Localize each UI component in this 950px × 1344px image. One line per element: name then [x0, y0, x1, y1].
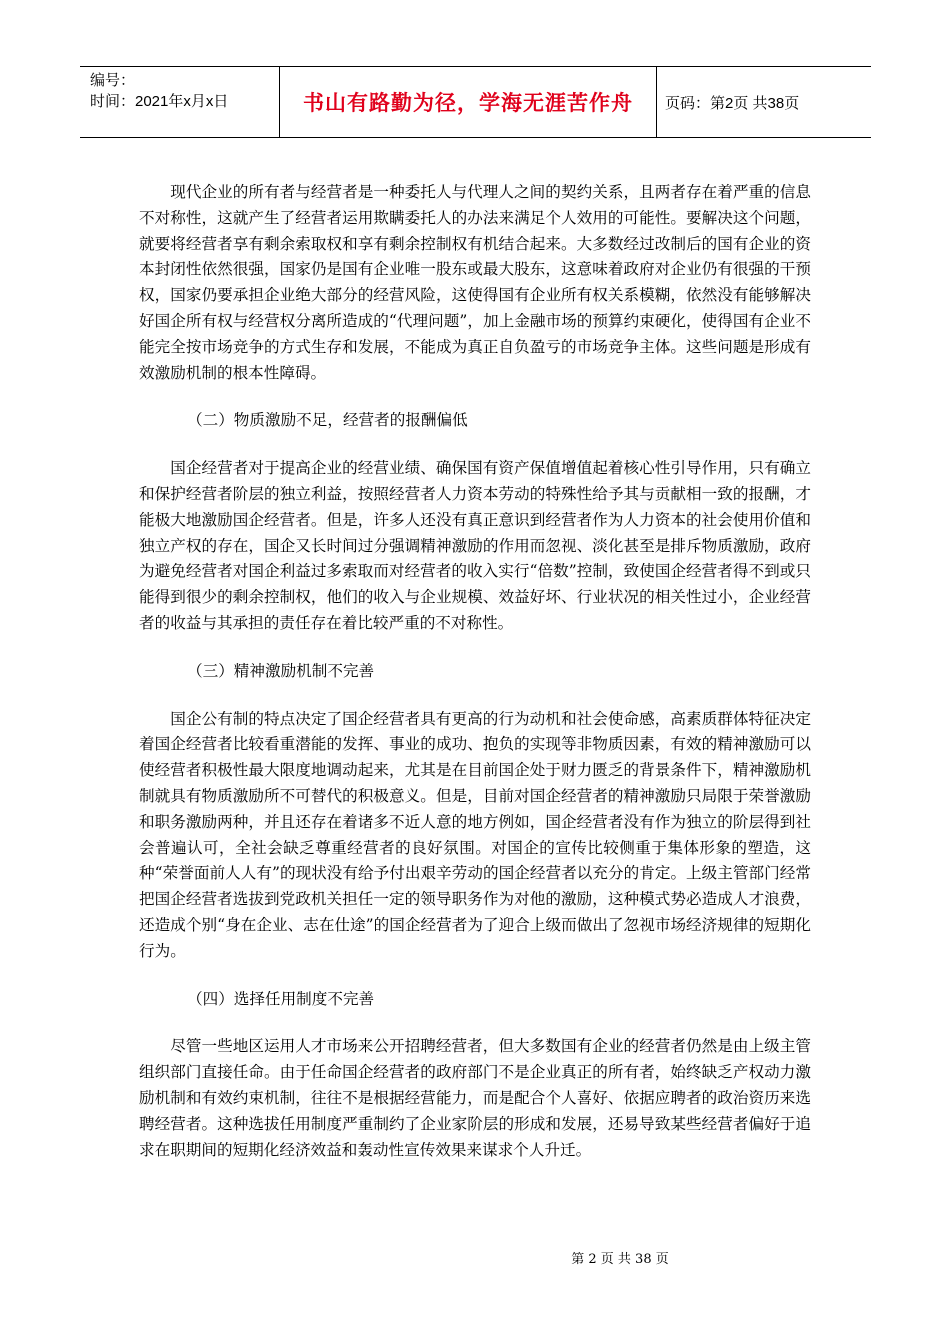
- page-header: [80, 66, 871, 138]
- header-page-info: 页码：第2页 共38页: [665, 94, 800, 112]
- section-heading-3: （三）精神激励机制不完善: [187, 661, 375, 680]
- header-meta: [80, 67, 280, 137]
- paragraph-1: 现代企业的所有者与经营者是一种委托人与代理人之间的契约关系，且两者存在着严重的信息不对称性，这就产生了经营者运用欺瞒委托人的办法来满足个人效用的可能性。要解决这个问题，就要将经营者享有剩余索取权和享有剩余控制权有机结合起来。大多数经过改制后的国有企业的资本封闭性依然很强，国家仍是国有企业唯一股东或最大股东，这意味着政府对企业仍有很强的干预权，国家仍要承担企业绝大部分的经营风险，这使得国有企业所有权关系模糊，依然没有能够解决好国企所有权与经营权分离所造成的“代理问题”，加上金融市场的预算约束硬化，使得国有企业不能完全按市场竞争的方式生存和发展，不能成为真正自负盈亏的市场竞争主体。这些问题是形成有效激励机制的根本性障碍。: [139, 183, 811, 382]
- paragraph-2: 国企经营者对于提高企业的经营业绩、确保国有资产保值增值起着核心性引导作用，只有确立和保护经营者阶层的独立利益，按照经营者人力资本劳动的特殊性给予其与贡献相一致的报酬，才能极大地激励国企经营者。但是，许多人还没有真正意识到经营者作为人力资本的社会使用价值和独立产权的存在，国企又长时间过分强调精神激励的作用而忽视、淡化甚至是排斥物质激励，政府为避免经营者对国企利益过多索取而对经营者的收入实行“倍数”控制，致使国企经营者得不到或只能得到很少的剩余控制权，他们的收入与企业规模、效益好坏、行业状况的相关性过小，企业经营者的收益与其承担的责任存在着比较严重的不对称性。: [139, 459, 811, 632]
- document-number-label: 编号：: [90, 72, 136, 89]
- paragraph-4: 尽管一些地区运用人才市场来公开招聘经营者，但大多数国有企业的经营者仍然是由上级主管组织部门直接任命。由于任命国企经营者的政府部门不是企业真正的所有者，始终缺乏产权动力激励机制和有效约束机制，往往不是根据经营能力，而是配合个人喜好、依据应聘者的政治资历来选聘经营者。这种选拔任用制度严重制约了企业家阶层的形成和发展，还易导致某些经营者偏好于追求在职期间的短期化经济效益和轰动性宣传效果来谋求个人升迁。: [139, 1037, 811, 1159]
- section-heading-2: （二）物质激励不足，经营者的报酬偏低: [187, 411, 468, 430]
- document-body: [139, 180, 811, 1163]
- document-date: 时间：2021年x月x日: [90, 93, 229, 110]
- header-motto: 书山有路勤为径，学海无涯苦作舟: [280, 67, 657, 137]
- paragraph-3: 国企公有制的特点决定了国企经营者具有更高的行为动机和社会使命感，高素质群体特征决定着国企经营者比较看重潜能的发挥、事业的成功、抱负的实现等非物质因素，有效的精神激励可以使经营者积极性最大限度地调动起来，尤其是在目前国企处于财力匮乏的背景条件下，精神激励机制就具有物质激励所不可替代的积极意义。但是，目前对国企经营者的精神激励只局限于荣誉激励和职务激励两种，并且还存在着诸多不近人意的地方例如，国企经营者没有作为独立的阶层得到社会普遍认可，全社会缺乏尊重经营者的良好氛围。对国企的宣传比较侧重于集体形象的塑造，这种“荣誉面前人人有”的现状没有给予付出艰辛劳动的国企经营者以充分的肯定。上级主管部门经常把国企经营者选拔到党政机关担任一定的领导职务作为对他的激励，这种模式势必造成人才浪费，还造成个别“身在企业、志在仕途”的国企经营者为了迎合上级而做出了忽视市场经济规律的短期化行为。: [139, 709, 811, 960]
- section-heading-4: （四）选择任用制度不完善: [187, 989, 375, 1008]
- page-footer: 第 2 页 共 38 页: [571, 1252, 669, 1267]
